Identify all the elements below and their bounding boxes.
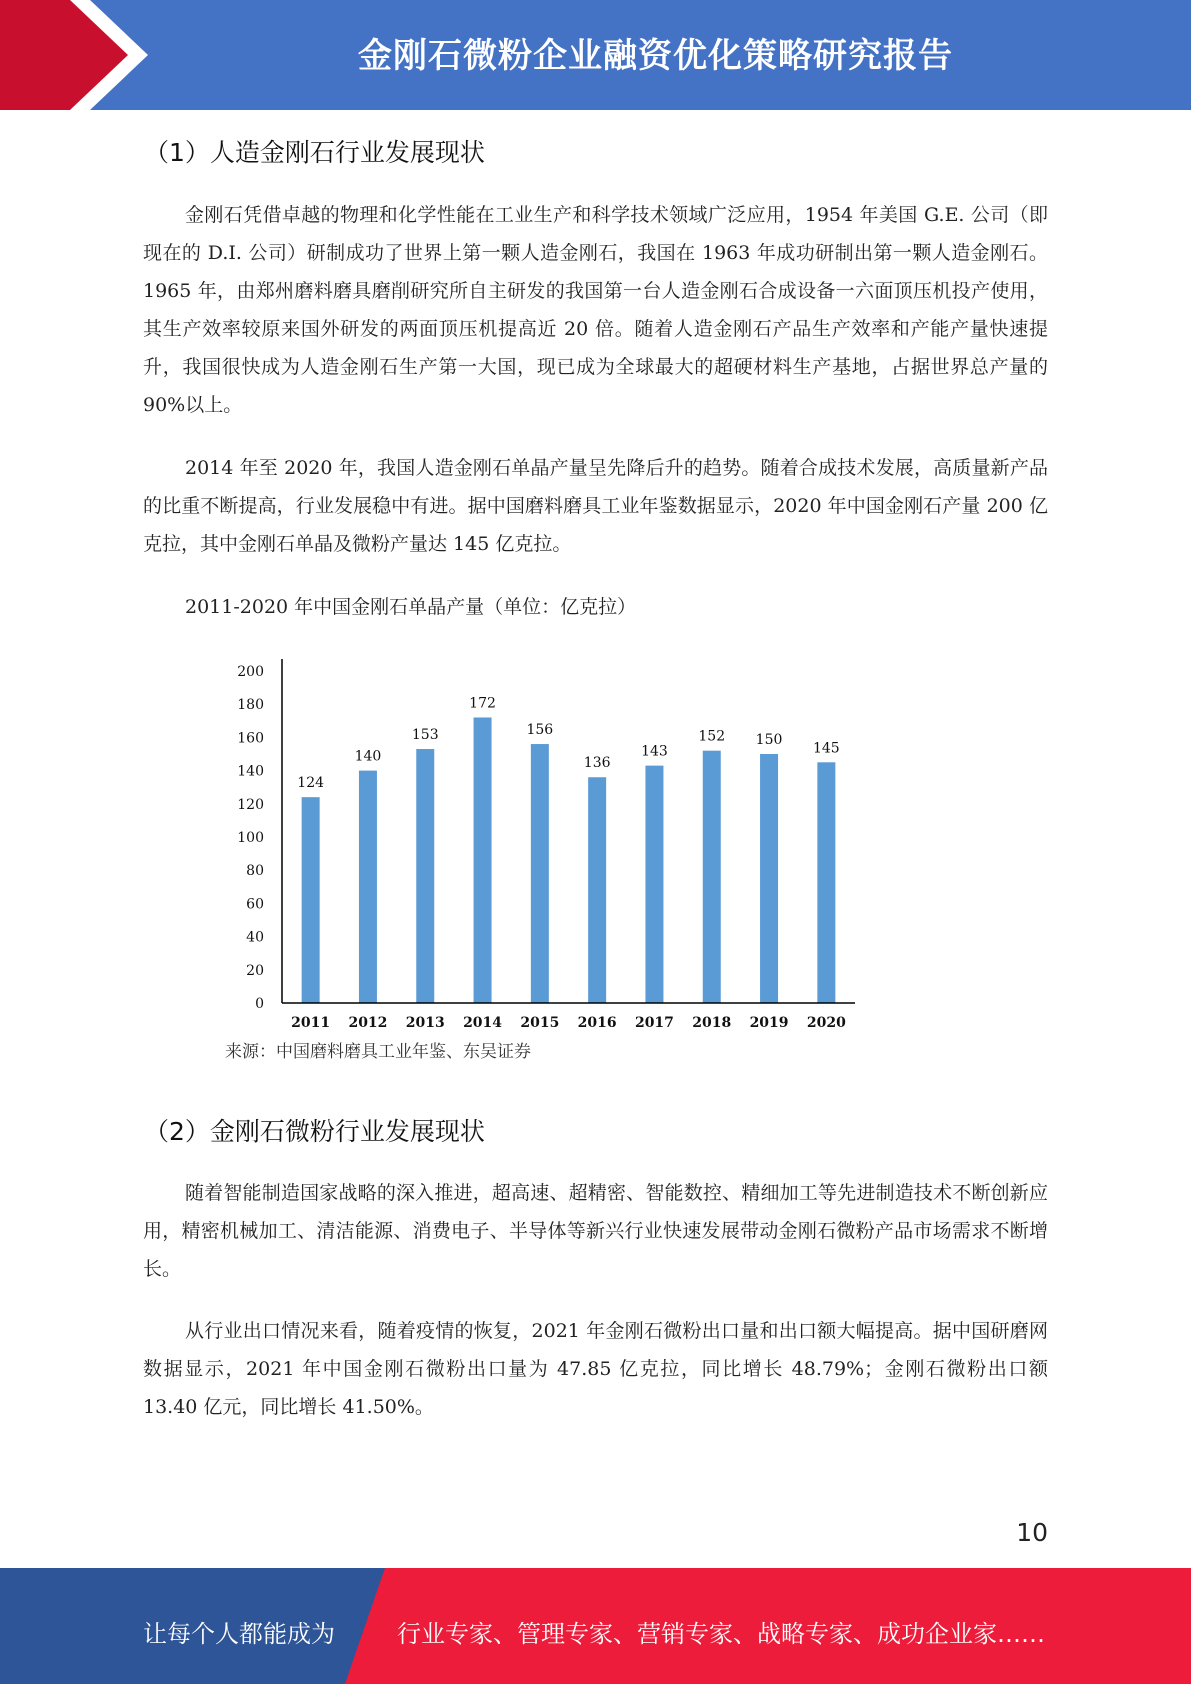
y-tick-label: 200 (237, 664, 264, 680)
bar-data-label: 172 (469, 695, 496, 712)
bar-data-label: 156 (526, 722, 554, 739)
footer-banner (0, 1568, 1191, 1684)
bar-data-label: 145 (812, 740, 840, 757)
chart-caption: 2011-2020 年中国金刚石单晶产量（单位：亿克拉） (185, 596, 637, 618)
y-tick-label: 180 (237, 697, 264, 714)
bar-2018 (703, 751, 721, 1003)
y-tick-label: 20 (246, 962, 264, 979)
x-tick-label: 2019 (749, 1015, 789, 1031)
bar-data-label: 143 (641, 743, 668, 760)
bar-data-label: 136 (583, 755, 611, 772)
x-tick-label: 2012 (348, 1015, 388, 1031)
x-tick-label: 2015 (520, 1015, 560, 1031)
section-1-heading: （1）人造金刚石行业发展现状 (144, 138, 485, 167)
y-tick-label: 80 (246, 863, 264, 880)
bar-data-label: 140 (354, 748, 382, 765)
y-tick-label: 160 (237, 730, 264, 747)
y-tick-label: 60 (246, 896, 264, 913)
section-1-paragraph-2: 2014 年至 2020 年，我国人造金刚石单晶产量呈先降后升的趋势。随着合成技术发展，高质量新产品的比重不断提高，行业发展稳中有进。据中国磨料磨具工业年鉴数据显示，2020 年中国金刚石产量 200 亿克拉，其中金刚石单晶及微粉产量达 145 亿克拉。 (143, 457, 1048, 555)
report-title: 金刚石微粉企业融资优化策略研究报告 (358, 36, 953, 76)
x-tick-label: 2018 (692, 1015, 732, 1031)
chart-source: 来源：中国磨料磨具工业年鉴、东吴证券 (225, 1042, 531, 1062)
bar-2014 (474, 717, 492, 1003)
bar-2012 (359, 771, 377, 1003)
bar-2013 (416, 749, 434, 1003)
bar-data-label: 153 (411, 727, 439, 744)
bar-chart (215, 655, 875, 1065)
bar-data-label: 124 (297, 775, 325, 792)
x-tick-label: 2014 (463, 1015, 503, 1031)
y-tick-label: 40 (246, 929, 264, 946)
bar-2017 (645, 766, 663, 1003)
bar-2011 (302, 797, 320, 1003)
y-tick-label: 120 (237, 796, 264, 813)
section-2-paragraph-1: 随着智能制造国家战略的深入推进，超高速、超精密、智能数控、精细加工等先进制造技术不断创新应用，精密机械加工、清洁能源、消费电子、半导体等新兴行业快速发展带动金刚石微粉产品市场需求不断增长。 (143, 1182, 1048, 1280)
section-2-heading: （2）金刚石微粉行业发展现状 (144, 1117, 485, 1146)
x-tick-label: 2017 (634, 1015, 674, 1031)
bar-data-label: 152 (698, 728, 726, 745)
header-banner (0, 0, 1191, 110)
bar-2019 (760, 754, 778, 1003)
y-tick-label: 140 (237, 763, 264, 780)
x-tick-label: 2016 (577, 1015, 617, 1031)
page-number: 10 (1016, 1518, 1048, 1547)
section-1-paragraph-1: 金刚石凭借卓越的物理和化学性能在工业生产和科学技术领域广泛应用，1954 年美国 G.E. 公司（即现在的 D.I. 公司）研制成功了世界上第一颗人造金刚石，我国在 1963 年成功研制出第一颗人造金刚石。1965 年，由郑州磨料磨具磨削研究所自主研发的我国第一台人造金刚石合成设备一六面顶压机投产使用，其生产效率较原来国外研发的两面顶压机提高近 20 倍。随着人造金刚石产品生产效率和产能产量快速提升，我国很快成为人造金刚石生产第一大国，现已成为全球最大的超硬材料生产基地，占据世界总产量的 90%以上。 (143, 204, 1048, 416)
section-2-paragraph-2: 从行业出口情况来看，随着疫情的恢复，2021 年金刚石微粉出口量和出口额大幅提高。据中国研磨网数据显示，2021 年中国金刚石微粉出口量为 47.85 亿克拉，同比增长 48.79%；金刚石微粉出口额 13.40 亿元，同比增长 41.50%。 (143, 1320, 1048, 1418)
y-tick-label: 0 (255, 996, 264, 1012)
bar-2016 (588, 777, 606, 1003)
bar-chart-svg (215, 655, 875, 1065)
bar-2015 (531, 744, 549, 1003)
bar-data-label: 150 (755, 732, 783, 748)
footer-slogan-right: 行业专家、管理专家、营销专家、战略专家、成功企业家…… (397, 1620, 1045, 1648)
y-tick-label: 100 (237, 830, 264, 846)
bar-2020 (817, 762, 835, 1003)
x-tick-label: 2011 (291, 1015, 331, 1031)
x-tick-label: 2020 (806, 1015, 846, 1031)
x-tick-label: 2013 (405, 1015, 445, 1031)
footer-slogan-left: 让每个人都能成为 (143, 1620, 335, 1648)
